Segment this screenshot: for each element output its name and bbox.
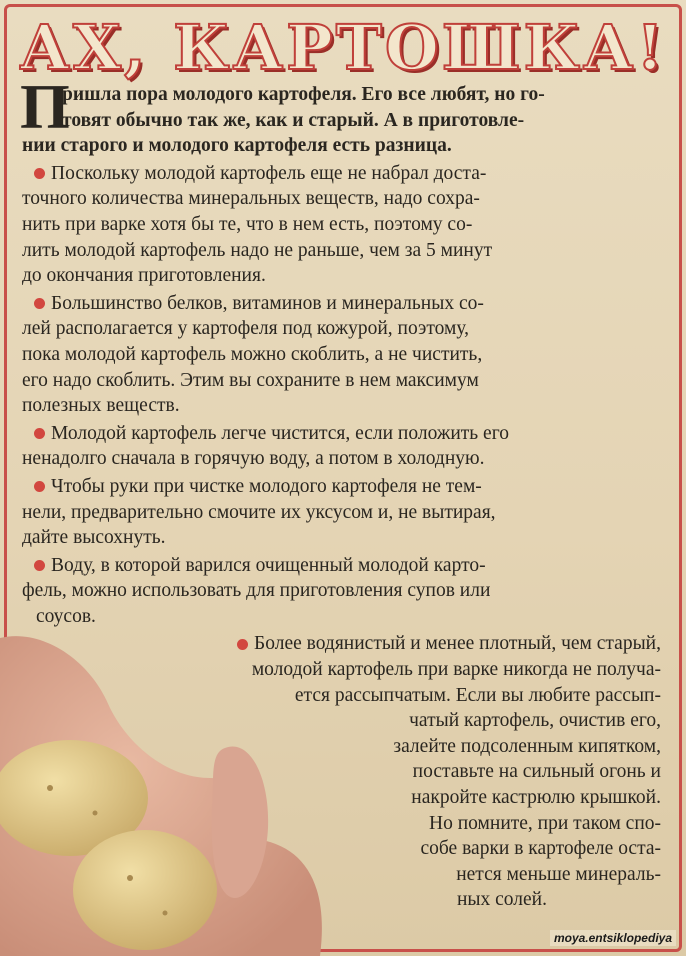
tip-5: [22, 553, 667, 630]
tip-line: лей располагается у картофеля под кожурой, поэтому,: [22, 318, 469, 340]
tip-2: [22, 291, 667, 419]
tip-line: ных солей.: [456, 889, 547, 911]
tip-line: залейте подсоленным кипятком,: [393, 735, 661, 757]
tip-line: накройте кастрюлю крышкой.: [411, 787, 661, 809]
intro-line: нии старого и молодого картофеля есть разница.: [22, 135, 452, 157]
bullet-icon: [34, 481, 45, 492]
tip-line: молодой картофель при варке никогда не получа-: [251, 659, 661, 681]
source-credit: moya.entsiklopediya: [550, 930, 676, 946]
tip-line: соусов.: [36, 605, 96, 627]
tip-line: Чтобы руки при чистке молодого картофеля не тем-: [22, 474, 667, 500]
tip-line: ненадолго сначала в горячую воду, а потом в холодную.: [22, 448, 485, 470]
tip-line: нели, предварительно смочите их уксусом и, не вытирая,: [22, 501, 496, 523]
tip-line: собе варки в картофеле оста-: [420, 838, 661, 860]
tip-3: [22, 421, 667, 472]
tip-line: Поскольку молодой картофель еще не набрал доста-: [22, 161, 667, 187]
hand-with-potatoes-image: [0, 628, 360, 956]
tip-line: полезных веществ.: [22, 395, 180, 417]
tip-line: поставьте на сильный огонь и: [412, 761, 661, 783]
intro-line: товят обычно так же, как и старый. А в приготовле-: [62, 109, 525, 131]
tip-1: [22, 161, 667, 289]
tip-line: Молодой картофель легче чистится, если положить его: [22, 421, 667, 447]
intro-line: ришла пора молодого картофеля. Его все любят, но го-: [62, 84, 545, 105]
tip-line: Воду, в которой варился очищенный молодой карто-: [22, 553, 667, 579]
tip-line: нить при варке хотя бы те, что в нем есть, поэтому со-: [22, 213, 473, 235]
tip-line: Большинство белков, витаминов и минеральных со-: [22, 291, 667, 317]
tip-line: дайте высохнуть.: [22, 527, 166, 549]
bullet-icon: [34, 560, 45, 571]
tip-line: чатый картофель, очистив его,: [409, 710, 661, 732]
tip-4: [22, 474, 667, 551]
tip-line: фель, можно использовать для приготовления супов или: [22, 580, 491, 602]
article-title: АХ, КАРТОШКА!: [19, 11, 667, 84]
tip-line: Более водянистый и менее плотный, чем старый,: [22, 631, 667, 657]
bullet-icon: [34, 298, 45, 309]
tip-line: Но помните, при таком спо-: [429, 812, 661, 834]
intro-paragraph: [20, 71, 667, 159]
tip-line: ется рассыпчатым. Если вы любите рассып-: [294, 684, 661, 706]
tip-line: точного количества минеральных веществ, надо сохра-: [22, 188, 480, 210]
tip-line: до окончания приготовления.: [22, 265, 266, 287]
bullet-icon: [34, 168, 45, 179]
tip-line: лить молодой картофель надо не раньше, чем за 5 минут: [22, 239, 493, 261]
tip-line: пока молодой картофель можно скоблить, а не чистить,: [22, 343, 483, 365]
tip-line: нется меньше минераль-: [456, 863, 661, 885]
tip-line: его надо скоблить. Этим вы сохраните в нем максимум: [22, 369, 479, 391]
bullet-icon: [34, 428, 45, 439]
dropcap: П: [20, 71, 70, 142]
